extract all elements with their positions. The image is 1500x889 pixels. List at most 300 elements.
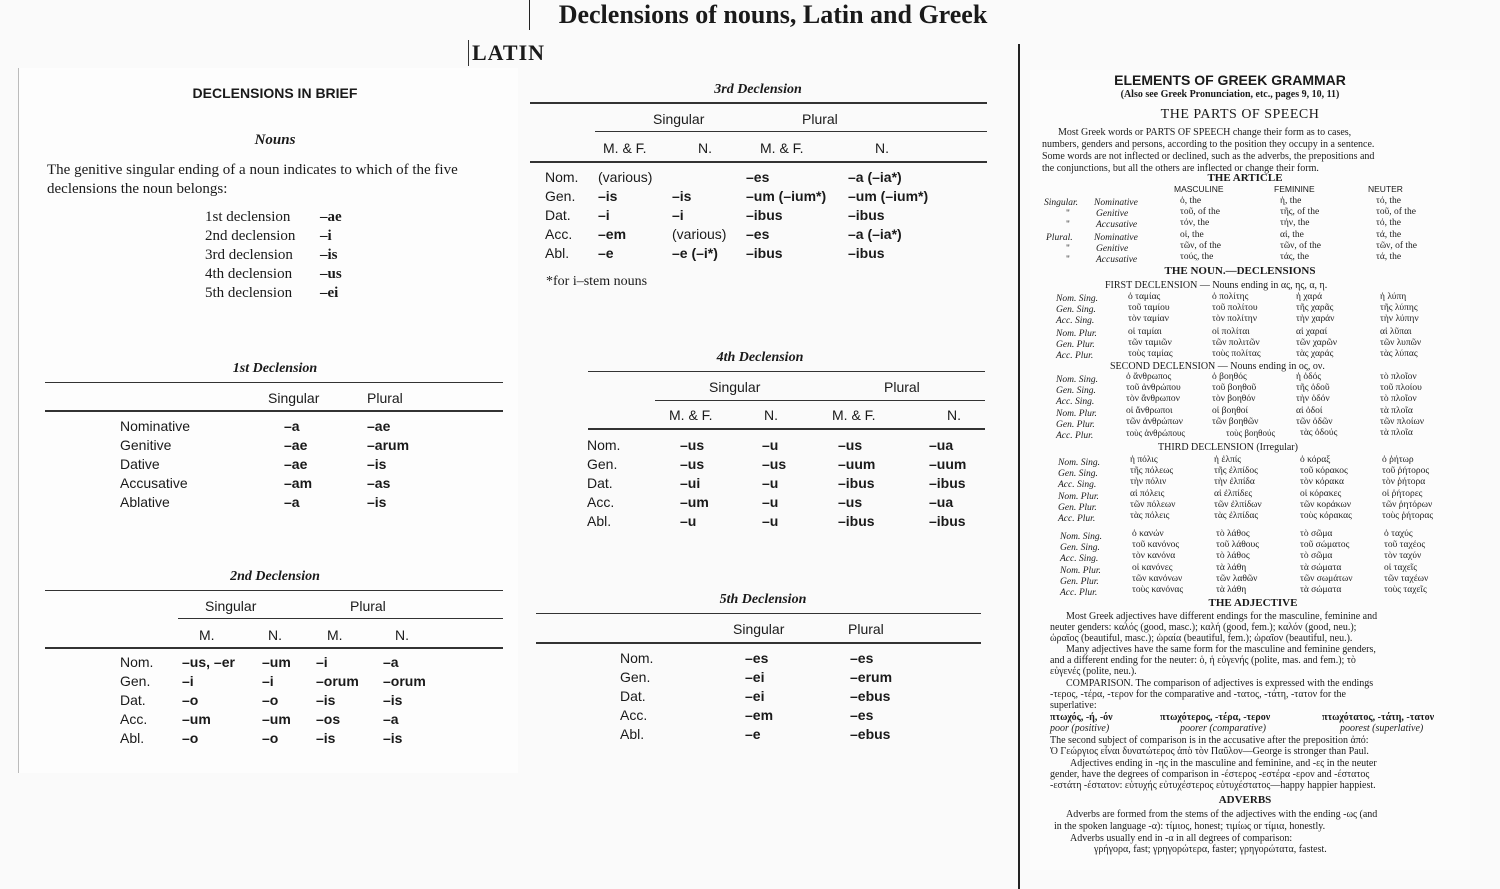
article-cell: τό, the	[1376, 218, 1401, 228]
article-cell: ὁ, the	[1180, 196, 1202, 206]
decl4-heading: 4th Declension	[716, 350, 804, 365]
decl4-cell: –um	[680, 494, 709, 510]
gk-cell: τὸ σῶμα	[1300, 529, 1333, 539]
gk-cell: τὸν ταμίαν	[1128, 314, 1169, 324]
page-title	[0, 0, 1500, 30]
gk-cell: οἱ ταχεῖς	[1384, 563, 1417, 573]
decl1-cell: –a	[284, 418, 300, 434]
decl2-cell: –um	[262, 654, 291, 670]
decl5-case: Gen.	[620, 669, 651, 685]
gk-cell: τὴν λύπην	[1380, 314, 1419, 324]
decl3-col: M. & F.	[760, 140, 804, 156]
decl3-cell: (various)	[672, 226, 727, 242]
adjective-line2: The second subject of comparison is in the accusative after the preposition ἀπό:	[1050, 735, 1369, 746]
gk-cell: οἱ κανόνες	[1132, 563, 1173, 573]
decl5-cell: –es	[850, 650, 874, 666]
decl5-cell: –ei	[745, 669, 765, 685]
adjective-line2: -εστάτη -έστατον: εὐτυχής εὐτυχέστερος εὐτυχέστατος—happy happier happiest.	[1050, 780, 1376, 791]
greek-heading: ELEMENTS OF GREEK GRAMMAR	[1114, 72, 1346, 88]
decl2-cell: –os	[316, 711, 341, 727]
decl3-footnote: *for i–stem nouns	[546, 274, 648, 289]
gk-case: Gen. Sing.	[1058, 469, 1098, 479]
gk-cell: τῆς λύπης	[1380, 303, 1418, 313]
brief-row-name: 1st declension	[205, 209, 291, 225]
nouns-heading: Nouns	[254, 132, 296, 148]
gk-case: Gen. Sing.	[1056, 386, 1096, 396]
gk-cell: τῆς ὁδοῦ	[1296, 383, 1330, 393]
decl1-singular: Singular	[268, 390, 320, 406]
decl4-col: M. & F.	[669, 407, 713, 423]
decl1-heading: 1st Declension	[232, 361, 318, 376]
brief-row-name: 5th declension	[205, 285, 293, 301]
article-cell: αἱ, the	[1280, 230, 1304, 240]
latin-label: LATIN	[468, 40, 545, 66]
decl1-cell: –ae	[367, 418, 391, 434]
decl4-cell: –us	[838, 437, 863, 453]
gk-cell: τοῦ κανόνος	[1132, 540, 1180, 550]
gk-case: Gen. Plur.	[1060, 577, 1099, 587]
gk-case: Acc. Sing.	[1060, 554, 1099, 564]
decl3-cell: –em	[598, 226, 627, 242]
gk-cell: ὁ ταμίας	[1128, 292, 1161, 302]
decl5-cell: –es	[745, 650, 769, 666]
gk-cell: ἡ χαρά	[1296, 292, 1323, 302]
decl4-cell: –ui	[680, 475, 701, 491]
decl5-cell: –em	[745, 707, 774, 723]
parts-line: numbers, genders and persons, according to the position they occupy in a sentence.	[1042, 139, 1375, 150]
adjective-line: εὐγενές (polite, neu.).	[1050, 666, 1137, 677]
gk-cell: οἱ ταμίαι	[1128, 327, 1162, 337]
decl2-cell: –is	[383, 692, 403, 708]
decl3-cell: –e	[598, 245, 614, 261]
comparison-cell: poor (positive)	[1050, 723, 1110, 734]
rule	[45, 590, 503, 591]
decl4-cell: –u	[680, 513, 697, 529]
decl3-cell: –a (–ia*)	[848, 169, 902, 185]
article-number: Singular.	[1044, 198, 1079, 208]
gk-cell: τῶν ὁδῶν	[1296, 417, 1333, 427]
gk-cell: τῶν ἐλπίδων	[1214, 500, 1262, 510]
gk-cell: οἱ βοηθοί	[1212, 406, 1249, 416]
article-number: "	[1066, 209, 1070, 219]
decl2-case: Dat.	[120, 692, 146, 708]
gk-cell: οἱ ἄνθρωποι	[1126, 406, 1173, 416]
article-case: Nominative	[1094, 198, 1138, 208]
decl2-cell: –i	[182, 673, 194, 689]
decl5-cell: –ebus	[850, 688, 891, 704]
decl3-cell: –um (–ium*)	[746, 188, 827, 204]
decl4-col: M. & F.	[832, 407, 876, 423]
decl3-plural: Plural	[802, 111, 838, 127]
gk-cell: τὸν βοηθόν	[1212, 394, 1256, 404]
decl5-cell: –e	[745, 726, 761, 742]
decl3-cell: –i	[672, 207, 684, 223]
adjective-line: and a different ending for the neuter: ὁ, ἡ εὐγενής (polite, mas. and fem.); τὸ	[1050, 655, 1356, 666]
decl1-case: Dative	[120, 456, 160, 472]
article-case: Accusative	[1096, 220, 1138, 230]
gk-cell: τὰς πόλεις	[1130, 511, 1170, 521]
decl5-heading: 5th Declension	[719, 592, 807, 607]
article-number: "	[1066, 255, 1070, 265]
decl4-cell: –us	[680, 437, 705, 453]
gk-cell: ὁ πολίτης	[1212, 292, 1249, 302]
gk-cell: ἡ λύπη	[1380, 292, 1407, 302]
gk-case: Nom. Plur.	[1058, 492, 1099, 502]
decl3-col: M. & F.	[603, 140, 647, 156]
decl2-cell: –o	[182, 692, 199, 708]
gk-cell: τοὺς βοηθούς	[1226, 428, 1276, 438]
gk-cell: οἱ πολίται	[1212, 327, 1250, 337]
article-cell: ἡ, the	[1280, 196, 1302, 206]
gk-cell: ὁ βοηθός	[1212, 372, 1247, 382]
gk-case: Acc. Plur.	[1056, 431, 1094, 441]
gk-cell: τοὺς ταμίας	[1128, 349, 1173, 359]
gk-cell: τὸ λάθος	[1216, 529, 1250, 539]
comparison-cell: poorest (superlative)	[1340, 723, 1424, 734]
gk-case: Nom. Sing.	[1060, 532, 1102, 542]
rule	[588, 428, 985, 430]
gk-cell: ἡ ὁδός	[1296, 372, 1322, 382]
gk-cell: τὸν ταχύν	[1384, 551, 1422, 561]
decl1-case: Accusative	[120, 475, 188, 491]
second-decl-heading: SECOND DECLENSION — Nouns ending in ος, ον.	[1110, 361, 1325, 372]
adverb-line: γρήγορα, fast; γρηγορώτερα, faster; γρηγορώτατα, fastest.	[1094, 844, 1327, 855]
adverbs-heading: ADVERBS	[1218, 794, 1272, 806]
adjective-line: -τερος, -τέρα, -τερον for the comparative and -τατος, -τάτη, -τατον for the	[1050, 689, 1346, 700]
gk-cell: τῶν κοράκων	[1300, 500, 1352, 510]
gk-case: Acc. Plur.	[1056, 351, 1094, 361]
comparison-cell: πτωχότερος, -τέρα, -τερον	[1160, 712, 1271, 723]
gk-cell: τῶν ἀνθρώπων	[1126, 417, 1183, 427]
decl1-cell: –am	[284, 475, 313, 491]
article-cell: τῆς, of the	[1280, 207, 1320, 217]
decl5-cell: –ebus	[850, 726, 891, 742]
decl4-cell: –ua	[929, 437, 954, 453]
page-title-text: Declensions of nouns, Latin and Greek	[558, 0, 988, 29]
gk-cell: τὰ λάθη	[1216, 563, 1247, 573]
decl1-case: Ablative	[120, 494, 170, 510]
article-cell: τοῦ, of the	[1376, 207, 1416, 217]
article-col: NEUTER	[1368, 184, 1403, 194]
adjective-heading: THE ADJECTIVE	[1208, 597, 1298, 609]
gk-cell: τὰ λάθη	[1216, 585, 1247, 595]
article-number: "	[1066, 220, 1070, 230]
gk-cell: αἱ πόλεις	[1130, 489, 1165, 499]
decl5-case: Nom.	[620, 650, 654, 666]
decl3-cell: –ibus	[746, 245, 783, 261]
gk-cell: τὸν πολίτην	[1212, 314, 1258, 324]
decl3-cell: –es	[746, 226, 770, 242]
decl2-cell: –o	[262, 692, 279, 708]
article-case: Genitive	[1096, 244, 1129, 254]
article-cell: τά, the	[1376, 252, 1402, 262]
adjective-line2: gender, have the degrees of comparison in -έστερος -εστέρα -ερον and -έστατος	[1050, 769, 1370, 780]
article-col: MASCULINE	[1174, 184, 1224, 194]
decl4-cell: –uum	[929, 456, 967, 472]
decl5-case: Acc.	[620, 707, 648, 723]
gk-cell: τὸ σῶμα	[1300, 551, 1333, 561]
article-cell: τῶν, of the	[1180, 241, 1222, 251]
brief-row-name: 2nd declension	[205, 228, 296, 244]
decl2-cell: –o	[182, 730, 199, 746]
gk-cell: τὴν πόλιν	[1130, 477, 1167, 487]
decl4-col: N.	[764, 407, 778, 423]
decl2-cell: –orum	[383, 673, 426, 689]
adjective-line2: Ὁ Γεώργιος εἶναι δυνατώτερος ἀπὸ τὸν Παῦλον—George is stronger than Paul.	[1050, 746, 1369, 757]
greek-divider	[1018, 44, 1020, 889]
decl4-case: Gen.	[587, 456, 618, 472]
decl2-col: N.	[395, 627, 409, 643]
gk-cell: οἱ ῥήτορες	[1382, 489, 1423, 499]
gk-cell: τοὺς ῥήτορας	[1382, 511, 1434, 521]
decl5-plural: Plural	[848, 621, 884, 637]
parts-line: Most Greek words or PARTS OF SPEECH change their form as to cases,	[1058, 127, 1352, 138]
brief-heading: DECLENSIONS IN BRIEF	[192, 85, 358, 101]
gk-cell: τοὺς κόρακας	[1300, 511, 1352, 521]
decl2-col: M.	[327, 627, 343, 643]
decl3-cell: –is	[672, 188, 692, 204]
gk-cell: τὰς χαράς	[1296, 349, 1334, 359]
gk-cell: τοὺς ταχεῖς	[1384, 585, 1427, 595]
gk-cell: τῶν ταχέων	[1384, 574, 1429, 584]
gk-cell: τῶν βοηθῶν	[1212, 417, 1259, 427]
gk-cell: τὸ λάθος	[1216, 551, 1250, 561]
decl1-case: Genitive	[120, 437, 172, 453]
gk-cell: τῶν λαθῶν	[1216, 574, 1258, 584]
article-cell: τούς, the	[1180, 252, 1214, 262]
decl3-cell: –ibus	[848, 207, 885, 223]
decl2-cell: –a	[383, 711, 399, 727]
gk-cell: τοῦ βοηθοῦ	[1212, 383, 1257, 393]
gk-cell: τοῦ ταμίου	[1128, 303, 1170, 313]
brief-row-ending: –ae	[320, 209, 342, 225]
adjective-line: Most Greek adjectives have different endings for the masculine, feminine and	[1066, 611, 1378, 622]
brief-intro-1: The genitive singular ending of a noun indicates to which of the five	[47, 162, 458, 178]
decl2-cell: –i	[262, 673, 274, 689]
parts-line: Some words are not inflected or declined, such as the adverbs, the prepositions and	[1042, 151, 1375, 162]
decl3-cell: (various)	[598, 169, 653, 185]
brief-row-name: 4th declension	[205, 266, 293, 282]
gk-case: Acc. Sing.	[1058, 480, 1097, 490]
gk-cell: τοῦ ταχέος	[1384, 540, 1426, 550]
decl2-case: Gen.	[120, 673, 151, 689]
rule	[588, 371, 985, 372]
gk-cell: ὁ κόραξ	[1300, 455, 1331, 465]
gk-case: Gen. Plur.	[1058, 503, 1097, 513]
rule	[655, 400, 985, 401]
decl1-cell: –ae	[284, 456, 308, 472]
adjective-line: superlative:	[1050, 700, 1097, 711]
decl3-case: Acc.	[545, 226, 573, 242]
article-cell: τῶν, of the	[1376, 241, 1418, 251]
article-cell: τόν, the	[1180, 218, 1210, 228]
decl2-heading: 2nd Declension	[230, 569, 320, 584]
decl4-col: N.	[947, 407, 961, 423]
brief-row-ending: –ei	[320, 285, 339, 301]
decl3-singular: Singular	[653, 111, 705, 127]
article-number: Plural.	[1046, 233, 1073, 243]
gk-cell: τὰ πλοῖα	[1380, 428, 1413, 438]
gk-cell: τοῦ κόρακος	[1300, 466, 1348, 476]
decl2-col: N.	[268, 627, 282, 643]
decl2-cell: –o	[262, 730, 279, 746]
gk-cell: τῆς ἐλπίδος	[1214, 466, 1258, 476]
article-cell: τά, the	[1376, 230, 1402, 240]
gk-case: Acc. Plur.	[1060, 588, 1098, 598]
decl2-cell: –is	[383, 730, 403, 746]
gk-case: Gen. Plur.	[1056, 420, 1095, 430]
decl2-cell: –is	[316, 730, 336, 746]
first-decl-heading: FIRST DECLENSION — Nouns ending in ας, ης, α, η.	[1105, 280, 1328, 291]
gk-cell: τὰ σώματα	[1300, 563, 1342, 573]
gk-cell: οἱ κόρακες	[1300, 489, 1342, 499]
decl3-col: N.	[875, 140, 889, 156]
gk-cell: αἱ ἐλπίδες	[1214, 489, 1253, 499]
gk-case: Acc. Plur.	[1058, 514, 1096, 524]
gk-cell: τὴν ἐλπίδα	[1214, 477, 1255, 487]
gk-case: Nom. Plur.	[1056, 409, 1097, 419]
rule	[178, 618, 503, 619]
article-case: Nominative	[1094, 233, 1138, 243]
decl3-cell: –i	[598, 207, 610, 223]
decl4-cell: –u	[762, 475, 779, 491]
decl3-col: N.	[698, 140, 712, 156]
article-cell: τοῦ, of the	[1180, 207, 1220, 217]
adverb-line: in the spoken language -α): τίμιος, honest; τιμίως or τίμια, honestly.	[1054, 821, 1326, 832]
gk-cell: τὸν ἄνθρωπον	[1126, 394, 1180, 404]
gk-cell: τοὺς πολίτας	[1212, 349, 1261, 359]
rule	[45, 410, 503, 412]
decl2-case: Nom.	[120, 654, 154, 670]
decl3-heading: 3rd Declension	[714, 82, 802, 97]
gk-cell: τοῦ σώματος	[1300, 540, 1350, 550]
gk-cell: τοῦ ἀνθρώπου	[1126, 383, 1181, 393]
adjective-line: ὡραῖος (beautiful, masc.); ὡραία (beautiful, fem.); ὡραῖον (beautiful, neu.).	[1050, 633, 1353, 644]
brief-intro-2: declensions the noun belongs:	[47, 181, 228, 197]
decl4-cell: –ibus	[929, 475, 966, 491]
parts-line: the conjunctions, but all the others are inflected or change their form.	[1042, 163, 1319, 174]
decl1-cell: –is	[367, 456, 387, 472]
decl3-cell: –es	[746, 169, 770, 185]
gk-cell: τῶν πολιτῶν	[1212, 338, 1260, 348]
decl4-case: Acc.	[587, 494, 615, 510]
gk-cell: τὰ πλοῖα	[1380, 406, 1413, 416]
gk-cell: ὁ ταχύς	[1384, 529, 1413, 539]
gk-cell: τῶν πόλεων	[1130, 500, 1176, 510]
gk-cell: τῶν ταμιῶν	[1128, 338, 1172, 348]
decl2-cell: –us, –er	[182, 654, 235, 670]
gk-cell: τοῦ πλοίου	[1380, 383, 1422, 393]
parts-heading: THE PARTS OF SPEECH	[1160, 107, 1320, 122]
gk-case: Acc. Sing.	[1056, 316, 1095, 326]
gk-case: Nom. Sing.	[1058, 458, 1100, 468]
gk-cell: τῆς χαρᾶς	[1296, 303, 1334, 313]
gk-cell: τὸν ῥήτορα	[1382, 477, 1426, 487]
gk-cell: τῶν σωμάτων	[1300, 574, 1353, 584]
article-number: "	[1066, 244, 1070, 254]
decl4-cell: –us	[762, 456, 787, 472]
comparison-cell: πτωχός, -ή, -όν	[1050, 712, 1113, 723]
gk-cell: τῶν κανόνων	[1132, 574, 1183, 584]
gk-cell: τοῦ πολίτου	[1212, 303, 1258, 313]
decl2-cell: –um	[182, 711, 211, 727]
decl3-cell: –is	[598, 188, 618, 204]
decl2-plural: Plural	[350, 598, 386, 614]
gk-cell: τὴν χαράν	[1296, 314, 1335, 324]
gk-cell: τῶν πλοίων	[1380, 417, 1424, 427]
gk-case: Gen. Plur.	[1056, 340, 1095, 350]
comparison-cell: poorer (comparative)	[1180, 723, 1266, 734]
gk-case: Gen. Sing.	[1060, 543, 1100, 553]
gk-cell: αἱ χαραί	[1296, 327, 1328, 337]
decl4-singular: Singular	[709, 379, 761, 395]
rule	[536, 642, 981, 644]
adverb-line: Adverbs usually end in -α in all degrees of comparison:	[1070, 833, 1293, 844]
brief-row-name: 3rd declension	[205, 247, 293, 263]
gk-cell: τὰ σώματα	[1300, 585, 1342, 595]
third-decl-heading: THIRD DECLENSION (Irregular)	[1158, 442, 1298, 453]
gk-cell: ἡ πόλις	[1130, 455, 1158, 465]
decl4-cell: –us	[680, 456, 705, 472]
gk-cell: αἱ ὁδοί	[1296, 406, 1323, 416]
brief-row-ending: –i	[320, 228, 332, 244]
article-cell: οἱ, the	[1180, 230, 1204, 240]
decl5-singular: Singular	[733, 621, 785, 637]
gk-case: Gen. Sing.	[1056, 305, 1096, 315]
decl4-cell: –u	[762, 437, 779, 453]
article-cell: τάς, the	[1280, 252, 1309, 262]
decl1-cell: –is	[367, 494, 387, 510]
decl4-plural: Plural	[884, 379, 920, 395]
gk-cell: τῆς πόλεως	[1130, 466, 1174, 476]
decl2-cell: –orum	[316, 673, 359, 689]
decl3-case: Dat.	[545, 207, 571, 223]
comparison-cell: πτωχότατος, -τάτη, -τατον	[1322, 712, 1435, 723]
decl4-cell: –u	[762, 513, 779, 529]
article-heading: THE ARTICLE	[1207, 172, 1283, 184]
decl4-case: Dat.	[587, 475, 613, 491]
adjective-line: Many adjectives have the same form for the masculine and feminine genders,	[1066, 644, 1376, 655]
decl3-cell: –um (–ium*)	[848, 188, 929, 204]
decl2-cell: –a	[383, 654, 399, 670]
gk-cell: αἱ λῦπαι	[1380, 327, 1412, 337]
decl2-cell: –um	[262, 711, 291, 727]
decl3-case: Nom.	[545, 169, 579, 185]
gk-case: Acc. Sing.	[1056, 397, 1095, 407]
decl2-cell: –i	[316, 654, 328, 670]
gk-cell: τῶν λυπῶν	[1380, 338, 1422, 348]
rule	[530, 161, 987, 163]
decl5-case: Dat.	[620, 688, 646, 704]
decl2-singular: Singular	[205, 598, 257, 614]
decl5-case: Abl.	[620, 726, 645, 742]
brief-row-ending: –us	[320, 266, 342, 282]
decl1-cell: –a	[284, 494, 300, 510]
article-cell: τό, the	[1376, 196, 1401, 206]
gk-cell: τὰς λύπας	[1380, 349, 1418, 359]
rule	[536, 613, 981, 614]
left-panel-edge	[18, 68, 19, 773]
decl3-cell: –ibus	[848, 245, 885, 261]
article-case: Genitive	[1096, 209, 1129, 219]
adjective-line2: Adjectives ending in -ης in the masculine and feminine, and -ες in the neuter	[1070, 758, 1377, 769]
article-cell: τήν, the	[1280, 218, 1310, 228]
decl4-cell: –ua	[929, 494, 954, 510]
gk-cell: τὰς ὁδούς	[1300, 428, 1338, 438]
gk-cell: τῶν ῥητόρων	[1382, 500, 1433, 510]
gk-cell: ἡ ἐλπίς	[1214, 455, 1242, 465]
gk-cell: τὸ πλοῖον	[1380, 394, 1417, 404]
